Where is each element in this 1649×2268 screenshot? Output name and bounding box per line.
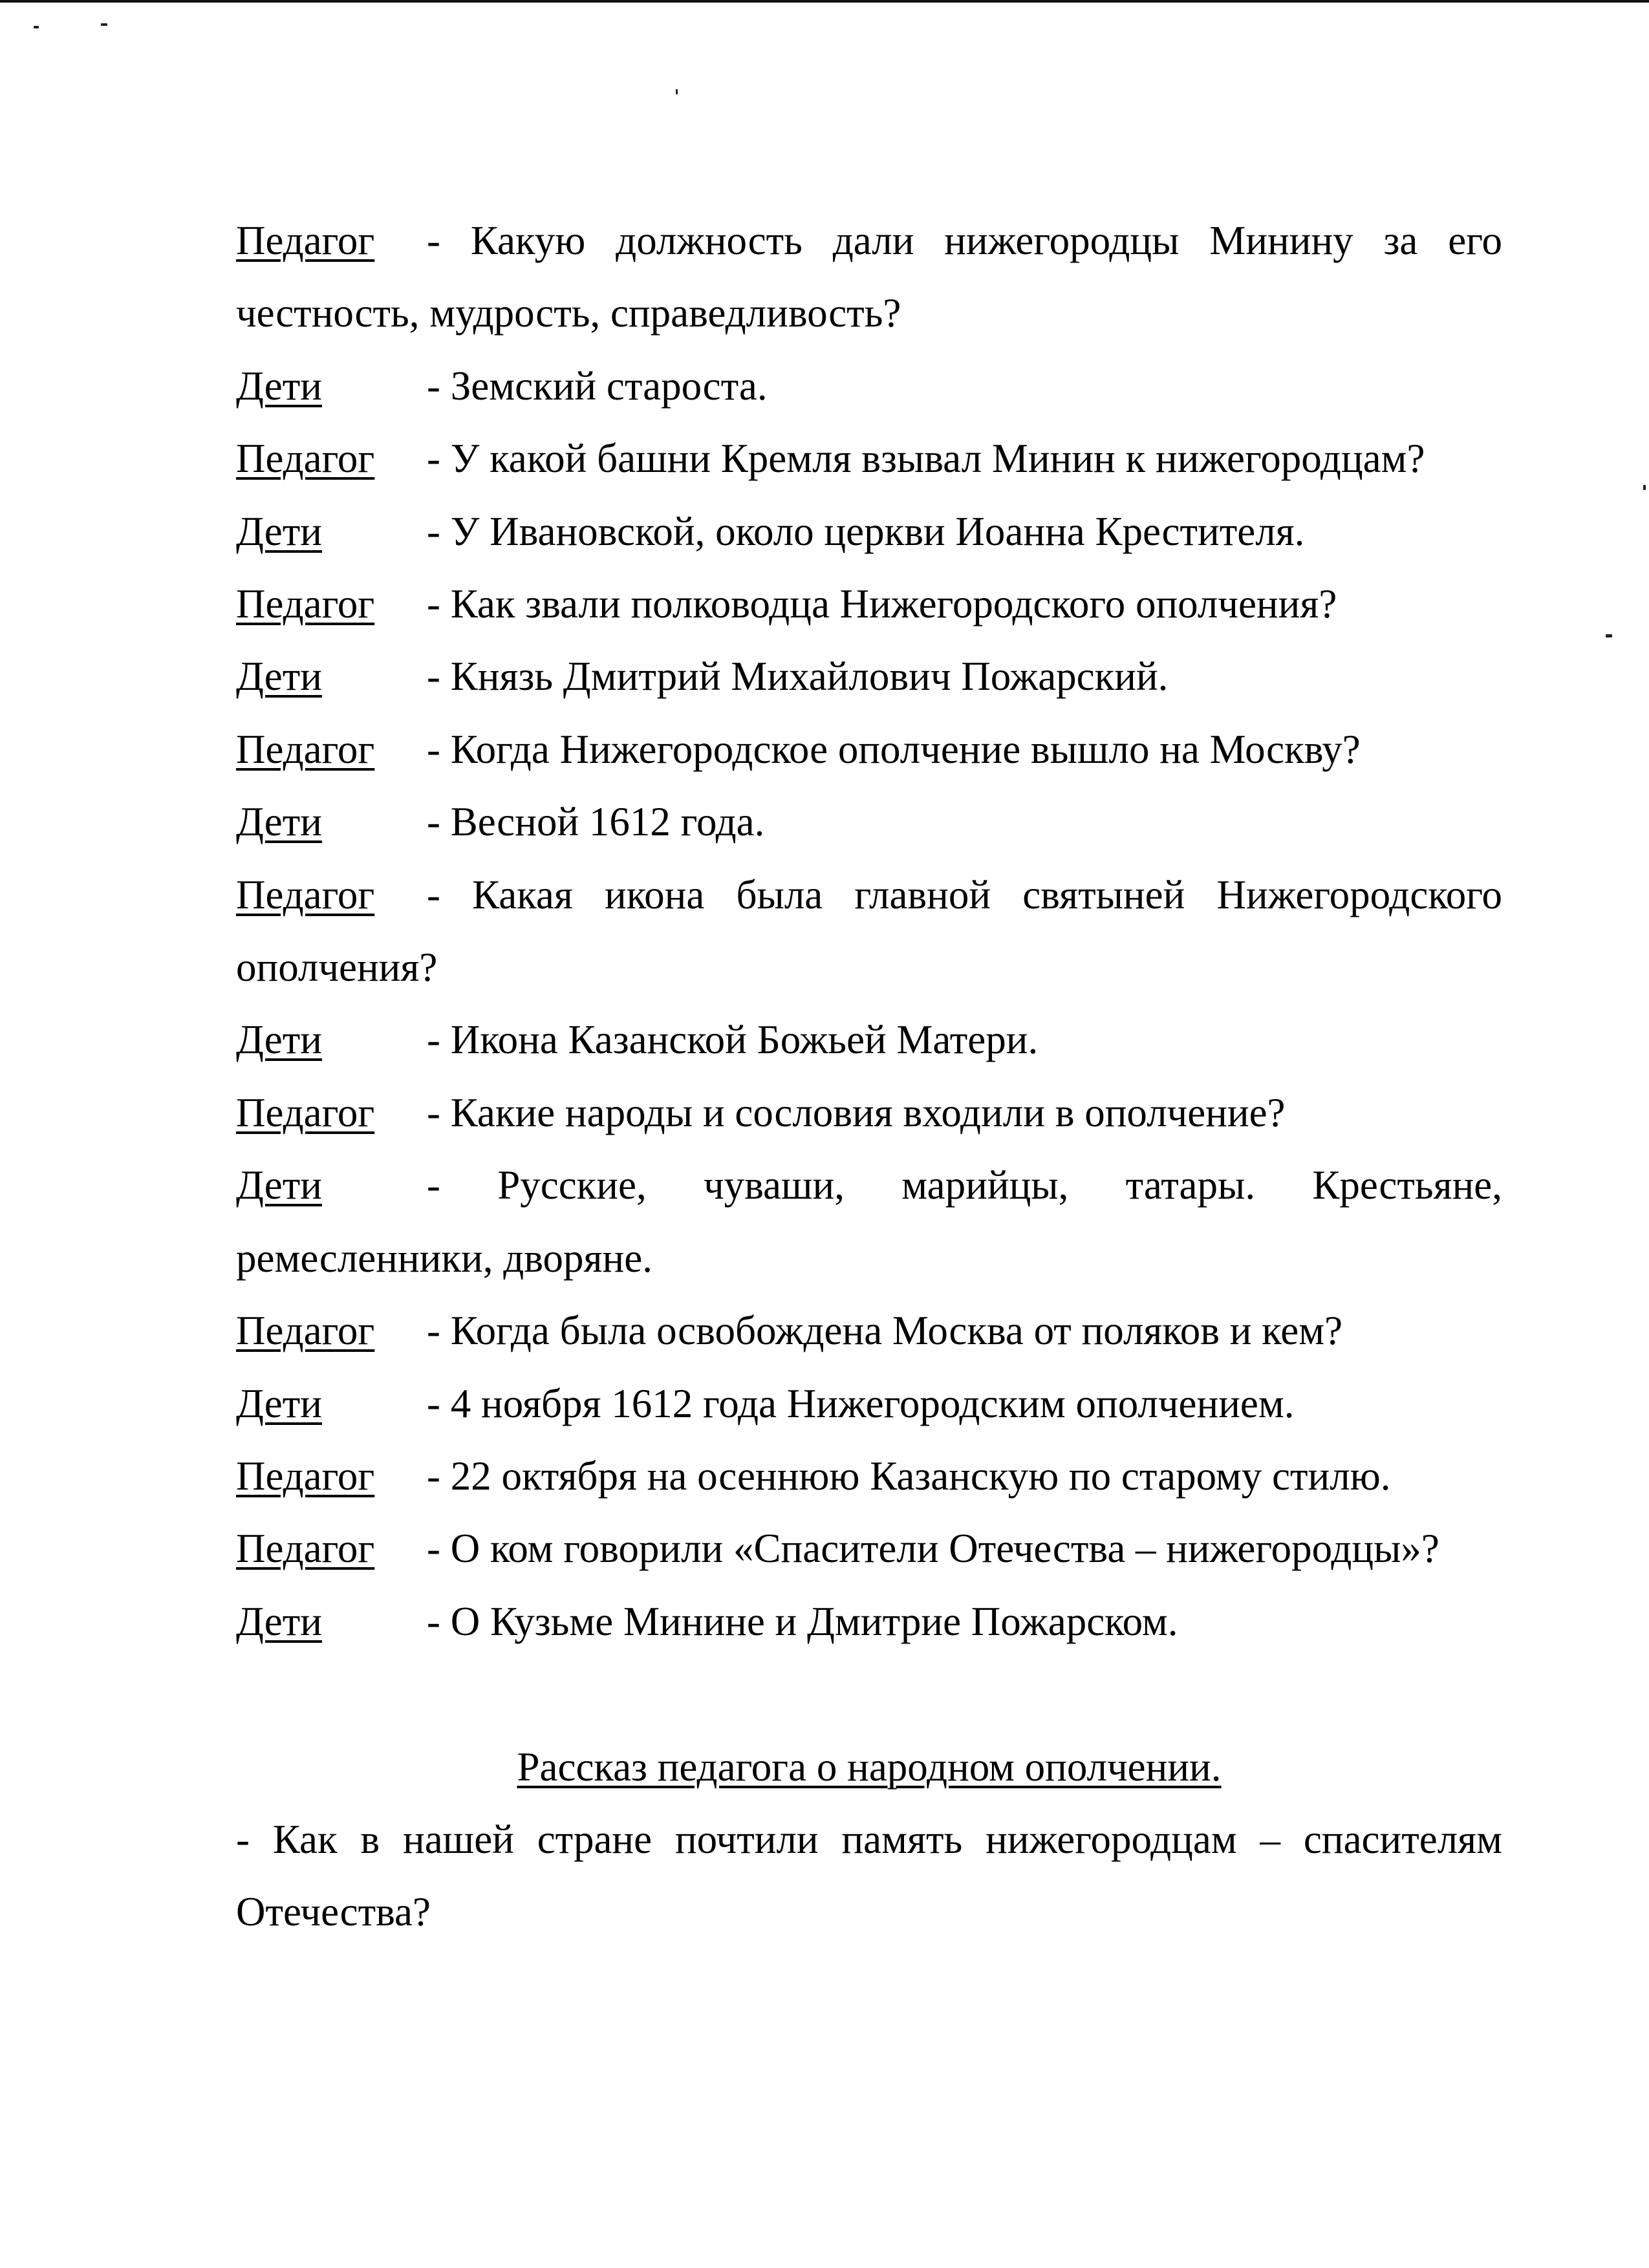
scan-speck [1606, 634, 1612, 637]
section-heading [236, 1731, 1502, 1803]
dialogue-line [236, 568, 1502, 640]
dialogue-text: - О Кузьме Минине и Дмитрие Пожарском. [427, 1598, 1178, 1644]
dialogue-text: - Русские, чуваши, марийцы, татары. Крестьяне, ремесленники, дворяне. [236, 1162, 1502, 1281]
dialogue-text: - Когда была освобождена Москва от поляков и кем? [427, 1308, 1343, 1354]
dialogue-text: - Какую должность дали нижегородцы Минину за его честность, мудрость, справедливость? [236, 218, 1502, 336]
dialogue-line [236, 1076, 1502, 1149]
dialogue-text: - О ком говорили «Спасители Отечества – нижегородцы»? [427, 1526, 1439, 1572]
speaker [236, 1149, 427, 1221]
speaker-label: Дети [236, 1380, 322, 1426]
dialogue-text: - У Ивановской, около церкви Иоанна Крестителя. [427, 508, 1305, 554]
scan-speck [1643, 485, 1646, 490]
speaker [236, 204, 427, 277]
speaker [236, 1294, 427, 1367]
speaker [236, 495, 427, 568]
speaker [236, 1076, 427, 1149]
speaker-label: Дети [236, 508, 322, 554]
closing-question-text: - Как в нашей стране почтили память нижегородцам – спасителям Отечества? [236, 1816, 1502, 1935]
dialogue-line [236, 422, 1502, 495]
speaker [236, 1585, 427, 1658]
speaker-label: Дети [236, 799, 322, 845]
speaker-label: Педагог [236, 1453, 375, 1499]
dialogue-line [236, 713, 1502, 786]
dialogue-text: - Какая икона была главной святыней Нижегородского ополчения? [236, 872, 1502, 990]
dialogue-line [236, 640, 1502, 712]
scan-speck [676, 89, 678, 94]
speaker [236, 1440, 427, 1512]
speaker [236, 1003, 427, 1076]
dialogue-text: - Когда Нижегородское ополчение вышло на Москву? [427, 726, 1361, 772]
speaker [236, 568, 427, 640]
closing-question [236, 1803, 1502, 1949]
speaker-label: Дети [236, 1017, 322, 1063]
speaker-label: Педагог [236, 1089, 375, 1135]
dialogue-line [236, 1585, 1502, 1658]
paragraph-gap [236, 1658, 1502, 1730]
dialogue-line [236, 1440, 1502, 1512]
speaker [236, 786, 427, 858]
dialogue-line [236, 1294, 1502, 1367]
dialogue-text: - У какой башни Кремля взывал Минин к нижегородцам? [427, 436, 1425, 482]
speaker [236, 1367, 427, 1440]
speaker-label: Дети [236, 654, 322, 700]
dialogue-line [236, 1149, 1502, 1294]
speaker-label: Педагог [236, 872, 375, 917]
dialogue-line [236, 859, 1502, 1004]
dialogue-text: - 4 ноября 1612 года Нижегородским ополчением. [427, 1380, 1295, 1426]
scan-edge-shadow [0, 0, 1649, 3]
speaker-label: Педагог [236, 1308, 375, 1354]
speaker [236, 640, 427, 712]
speaker-label: Педагог [236, 436, 375, 482]
speaker-label: Дети [236, 363, 322, 409]
speaker-label: Педагог [236, 1526, 375, 1572]
dialogue-line [236, 1367, 1502, 1440]
dialogue-text: - Какие народы и сословия входили в ополчение? [427, 1089, 1286, 1135]
speaker-label: Дети [236, 1598, 322, 1644]
dialogue-text: - Князь Дмитрий Михайлович Пожарский. [427, 654, 1169, 700]
speaker [236, 350, 427, 422]
speaker [236, 1512, 427, 1585]
section-heading-text: Рассказ педагога о народном ополчении. [517, 1744, 1222, 1790]
speaker-label: Дети [236, 1162, 322, 1208]
scan-speck [34, 26, 39, 28]
dialogue-text: - Как звали полководца Нижегородского ополчения? [427, 581, 1337, 627]
speaker [236, 859, 427, 931]
speaker-label: Педагог [236, 218, 375, 263]
dialogue-line [236, 1512, 1502, 1585]
dialogue-line [236, 350, 1502, 422]
dialogue-text: - Весной 1612 года. [427, 799, 765, 845]
dialogue-text: - Земский староста. [427, 363, 768, 409]
document-body [236, 204, 1502, 1949]
dialogue-line [236, 495, 1502, 568]
speaker [236, 422, 427, 495]
speaker-label: Педагог [236, 726, 375, 772]
dialogue-line [236, 1003, 1502, 1076]
scan-speck [101, 23, 107, 26]
dialogue-line [236, 204, 1502, 350]
dialogue-line [236, 786, 1502, 858]
dialogue-text: - Икона Казанской Божьей Матери. [427, 1017, 1039, 1063]
speaker-label: Педагог [236, 581, 375, 627]
dialogue-text: - 22 октября на осеннюю Казанскую по старому стилю. [427, 1453, 1391, 1499]
speaker [236, 713, 427, 786]
